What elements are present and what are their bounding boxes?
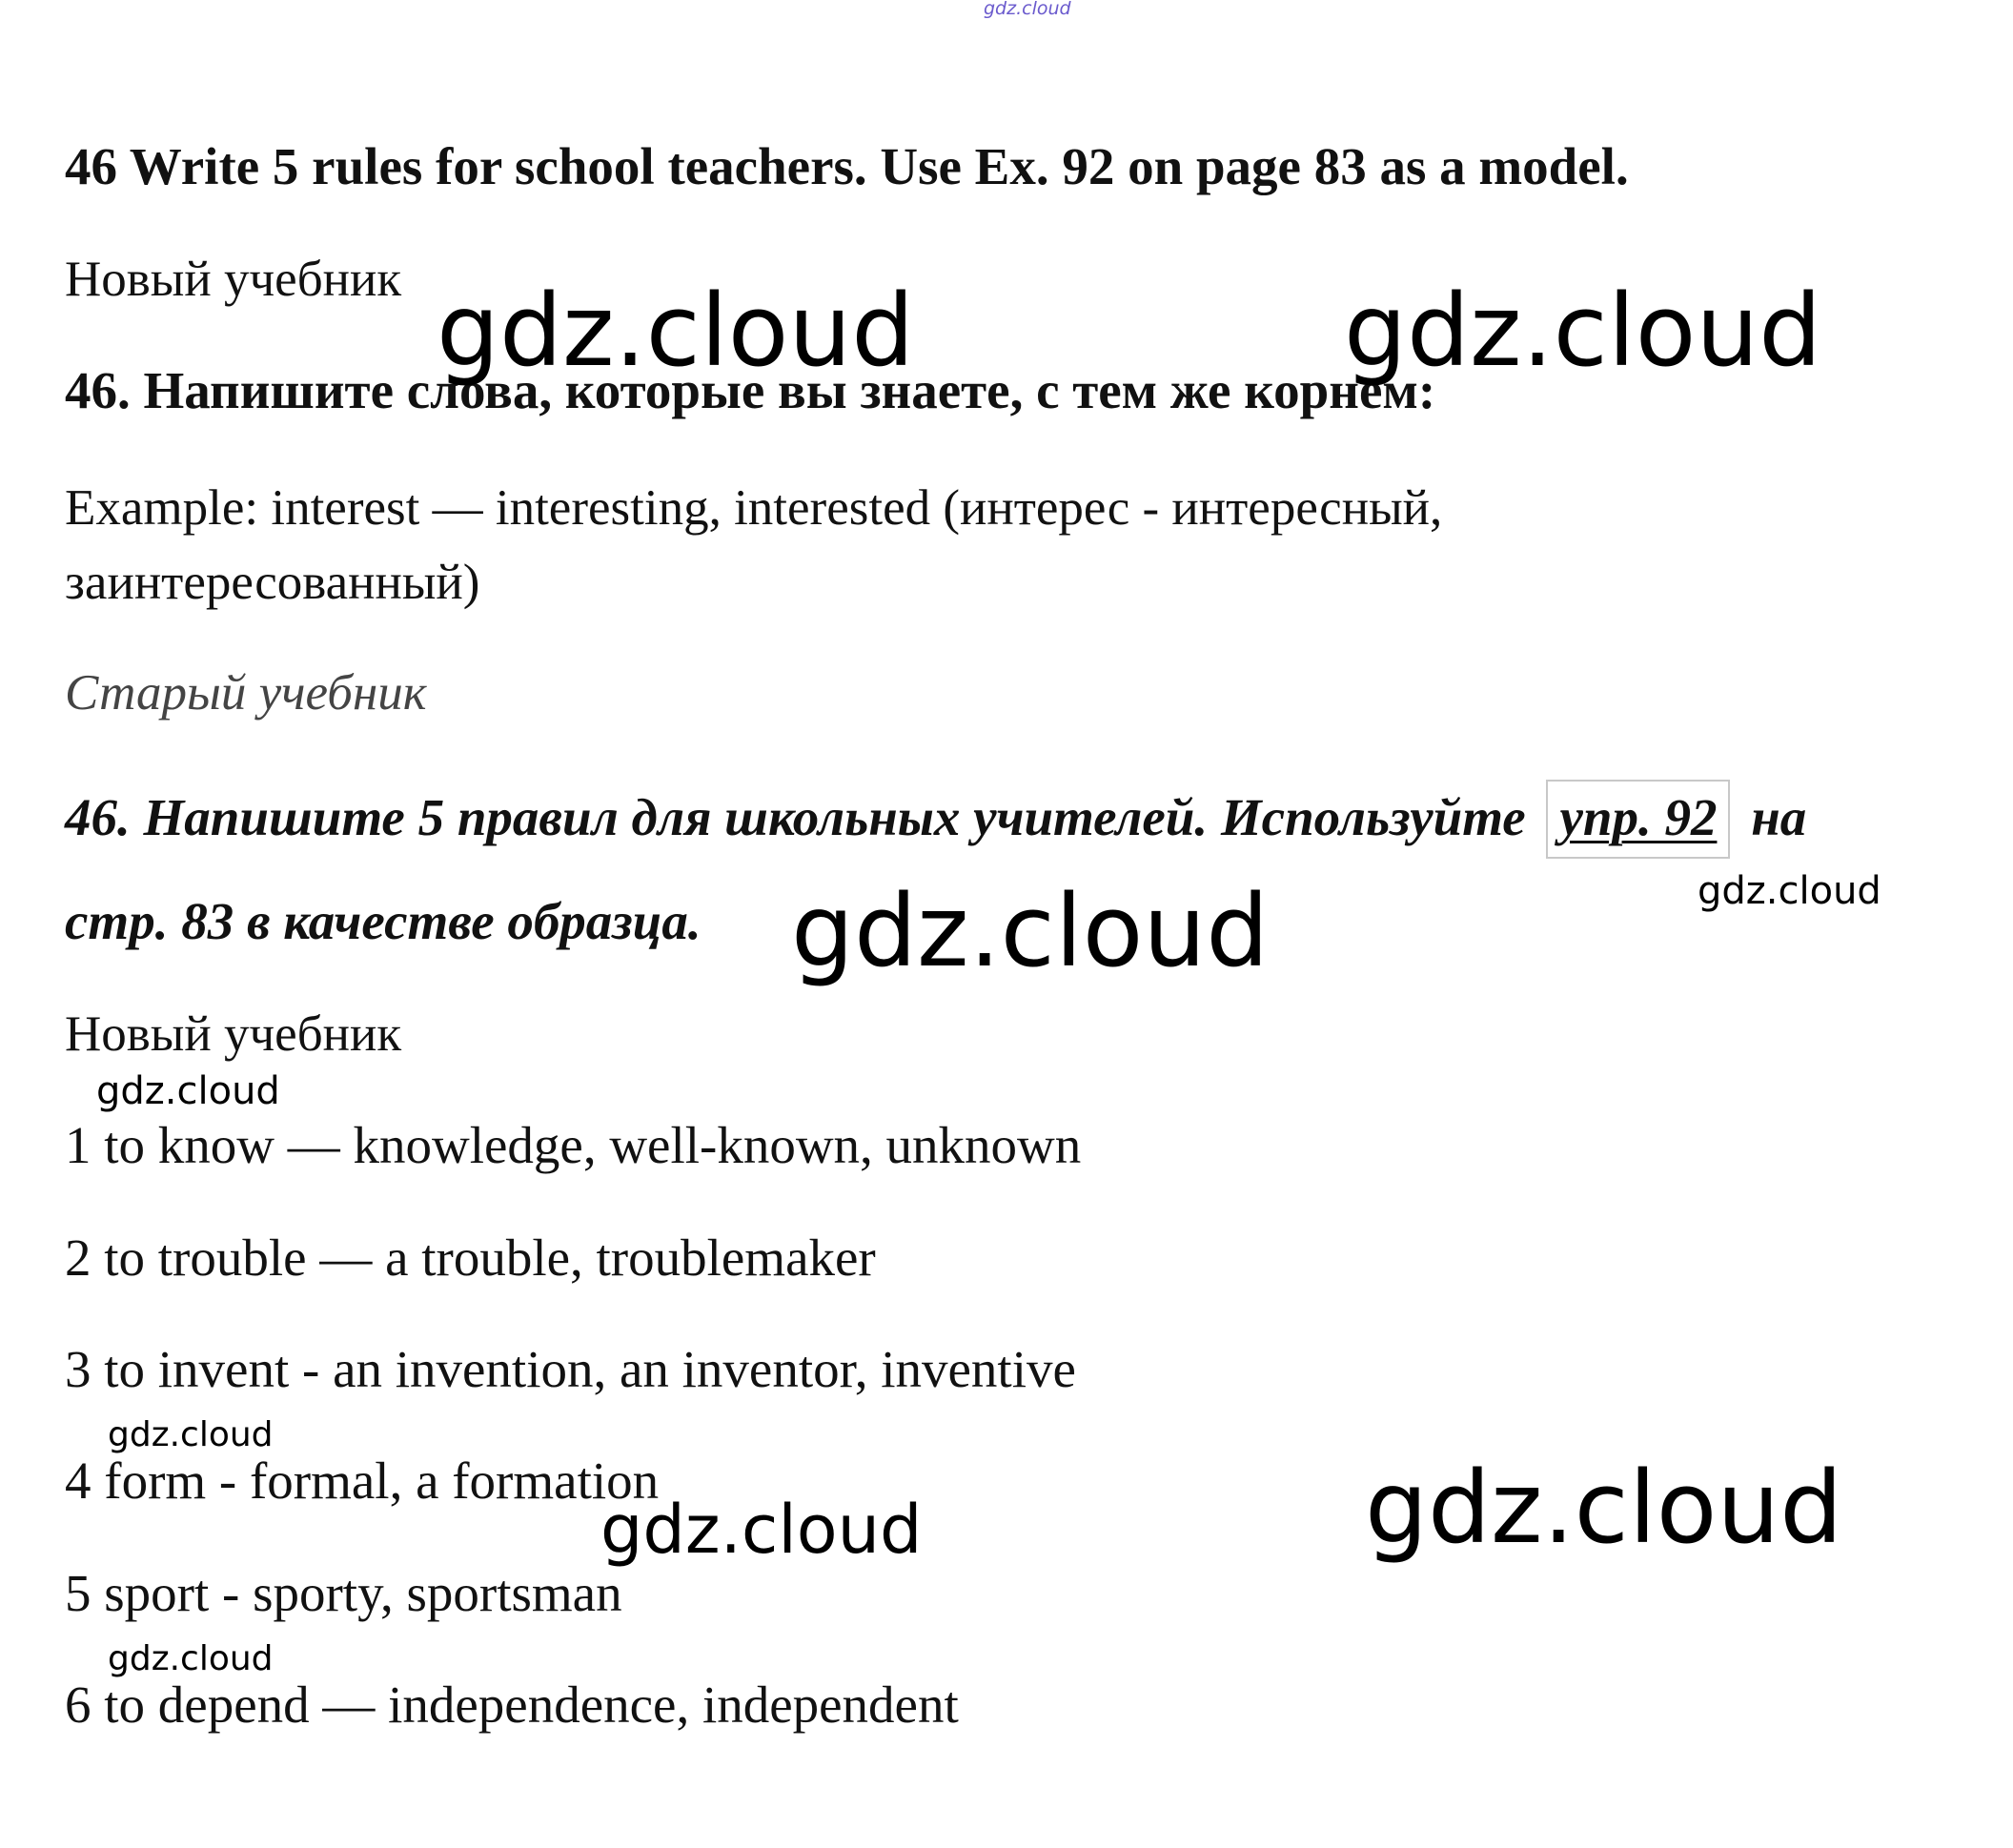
- task-rules-after-ref: на: [1751, 788, 1807, 846]
- watermark: gdz.cloud: [437, 273, 915, 389]
- watermark: gdz.cloud: [1698, 869, 1881, 913]
- answer-item: 4 form - formal, a formation: [65, 1452, 660, 1510]
- answer-item: 3 to invent - an invention, an inventor, inventive: [65, 1340, 1076, 1398]
- watermark: gdz.cloud: [1344, 273, 1822, 389]
- watermark: gdz.cloud: [1365, 1450, 1843, 1566]
- task-heading-ru: 46. Напишите слова, которые вы знаете, с тем же корнем:: [65, 361, 1436, 419]
- old-textbook-label: Старый учебник: [65, 665, 427, 721]
- watermark: gdz.cloud: [791, 873, 1270, 989]
- new-textbook-label: Новый учебник: [65, 252, 402, 307]
- watermark-top: gdz.cloud: [984, 0, 1071, 19]
- answer-item: 1 to know — knowledge, well-known, unknown: [65, 1116, 1082, 1174]
- example-line-1: Example: interest — interesting, interested (интерес - интересный,: [65, 480, 1443, 536]
- task-rules-text: 46. Напишите 5 правил для школьных учителей. Используйте: [65, 788, 1526, 846]
- watermark: gdz.cloud: [96, 1069, 280, 1113]
- exercise-ref-link[interactable]: упр. 92: [1546, 780, 1730, 859]
- task-heading-en: 46 Write 5 rules for school teachers. Use Ex. 92 on page 83 as a model.: [65, 137, 1629, 195]
- answer-item: 5 sport - sporty, sportsman: [65, 1564, 622, 1622]
- task-rules-line-2: стр. 83 в качестве образца.: [65, 892, 702, 950]
- answer-item: 2 to trouble — a trouble, troublemaker: [65, 1229, 876, 1287]
- answer-item: 6 to depend — independence, independent: [65, 1675, 959, 1734]
- task-rules-line-1: [65, 780, 1806, 859]
- example-line-2: заинтересованный): [65, 555, 480, 610]
- watermark: gdz.cloud: [108, 1415, 274, 1454]
- watermark: gdz.cloud: [600, 1491, 923, 1569]
- watermark: gdz.cloud: [108, 1639, 274, 1678]
- new-textbook-label: Новый учебник: [65, 1006, 402, 1062]
